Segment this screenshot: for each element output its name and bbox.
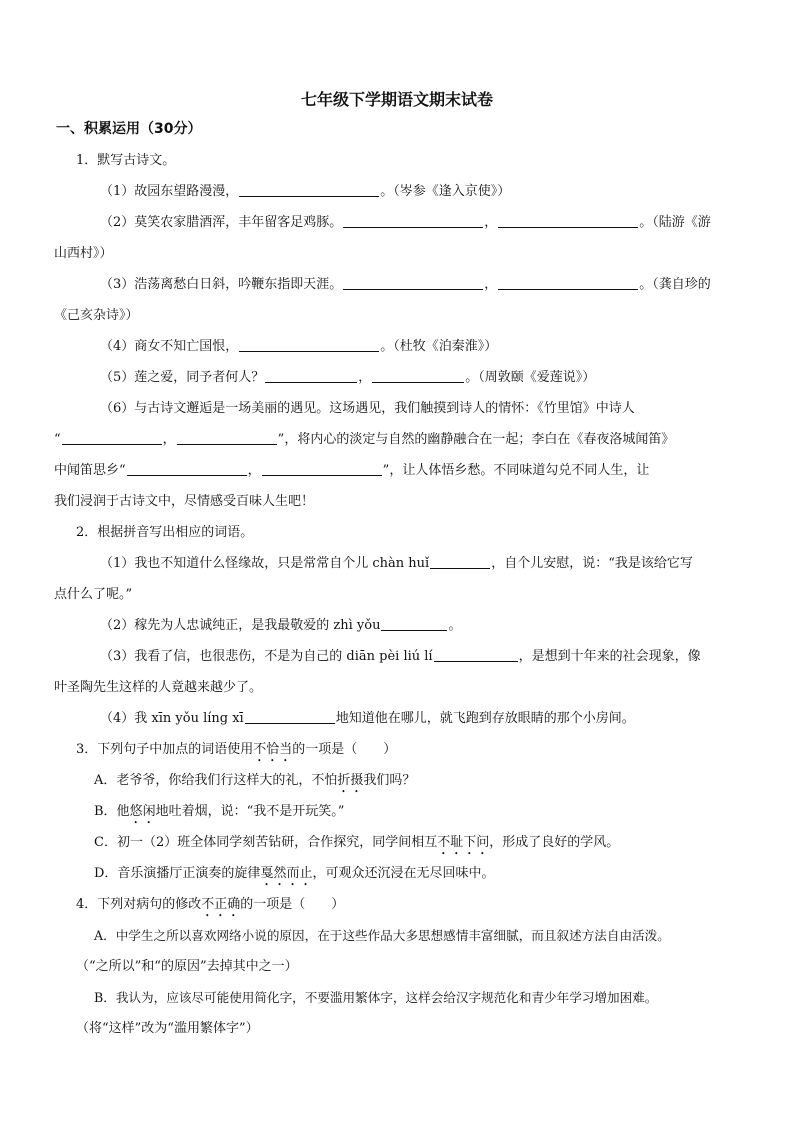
answer-blank[interactable]: [343, 275, 483, 290]
text: 。（龚自珍的: [639, 277, 711, 292]
text: ，形成了良好的学风。: [489, 835, 620, 850]
section-heading: 一、积累运用（30分）: [56, 121, 202, 137]
text: 。（杜牧《泊秦淮》）: [380, 339, 498, 354]
text: 地吐着烟，说：“我不是开玩笑。”: [155, 804, 345, 819]
q4-option-a[interactable]: A．中学生之所以喜欢网络小说的原因，在于这些作品大多思想感情丰富细腻，而且叙述方法自由活泼。: [94, 928, 670, 943]
text: 地知道他在哪儿，就飞跑到存放眼睛的那个小房间。: [335, 711, 635, 726]
text: 。（陆游《游: [639, 215, 711, 230]
q1-item-6-line4: 我们浸润于古诗文中，尽情感受百味人生吧！: [54, 494, 315, 509]
answer-blank[interactable]: [127, 461, 247, 476]
text: （4）商女不知亡国恨，: [100, 339, 239, 354]
q1-item-1: [78, 176, 746, 207]
text: （3）我看了信，也很悲伤，不是为自己的 diān pèi liú lí: [100, 649, 433, 664]
q1-item-3-cont: 《己亥杂诗》）: [54, 308, 139, 323]
answer-blank[interactable]: [498, 213, 638, 228]
page-title: 七年级下学期语文期末试卷: [300, 90, 493, 109]
q3-option-b[interactable]: [78, 796, 746, 827]
text: （1）我也不知道什么怪缘故，只是常常自个儿 chàn huǐ: [100, 556, 430, 571]
text: A．老爷爷，你给我们行这样大的礼，不怕: [94, 773, 338, 788]
emphasis-text: 悠闲: [129, 804, 156, 819]
answer-blank[interactable]: [430, 554, 490, 569]
answer-blank[interactable]: [262, 461, 382, 476]
text: （2）稼先为人忠诚纯正，是我最敬爱的 zhì yǒu: [100, 618, 381, 633]
text: B．他: [94, 804, 130, 819]
q1-item-3: [78, 269, 746, 300]
emphasis-text: 不耻下问: [437, 835, 490, 850]
text: 。（岑参《逢入京使》）: [380, 184, 511, 199]
text: ”，将内心的淡定与自然的幽静融合在一起；李白在《春夜洛城闻笛》: [277, 432, 675, 447]
q3-option-c[interactable]: [78, 827, 746, 858]
q3-option-d[interactable]: [78, 858, 746, 889]
q2-item-1-cont: 点什么了呢。”: [54, 587, 133, 602]
text: C．初一（2）班全体同学刻苦钻研，合作探究，同学间相互: [94, 835, 438, 850]
text: ，自个儿安慰，说：“我是该给它写: [491, 556, 693, 571]
exam-content: [54, 145, 746, 1044]
answer-blank[interactable]: [245, 709, 335, 724]
answer-blank[interactable]: [498, 275, 638, 290]
question-3-head: [76, 734, 746, 765]
text: 4．下列对病句的修改: [76, 897, 202, 912]
q4-option-a-note: （“之所以”和“的原因”去掉其中之一）: [76, 959, 298, 974]
answer-blank[interactable]: [381, 616, 447, 631]
text: 的一项是（ ）: [292, 742, 397, 757]
text: D．音乐演播厅正演奏的旋律: [94, 866, 261, 881]
answer-blank[interactable]: [372, 368, 464, 383]
text: （5）莲之爱，同予者何人？: [100, 370, 265, 385]
text: （3）浩荡离愁白日斜，吟鞭东指即天涯。: [100, 277, 343, 292]
text: ，: [484, 215, 498, 230]
question-1-head: 1．默写古诗文。: [76, 153, 176, 168]
text: ，: [358, 370, 372, 385]
emphasis-text: 折摄: [337, 773, 364, 788]
question-2-head: 2．根据拼音写出相应的词语。: [76, 525, 254, 540]
answer-blank[interactable]: [265, 368, 357, 383]
text: ，是想到十年来的社会现象，像: [518, 649, 701, 664]
emphasis-text: 不正确: [201, 897, 241, 912]
text: ，: [162, 432, 176, 447]
text: ”，让人体悟乡愁。不同味道勾兑不同人生，让: [382, 463, 650, 478]
answer-blank[interactable]: [239, 182, 379, 197]
answer-blank[interactable]: [177, 430, 277, 445]
text: （1）故园东望路漫漫，: [100, 184, 239, 199]
answer-blank[interactable]: [343, 213, 483, 228]
text: “: [54, 432, 61, 447]
q2-item-4: [78, 703, 746, 734]
text: ，: [484, 277, 498, 292]
q1-item-6: （6）与古诗文邂逅是一场美丽的遇见。这场遇见，我们触摸到诗人的情怀：《竹里馆》中诗人: [100, 401, 635, 416]
question-4-head: [76, 889, 746, 920]
q4-option-b[interactable]: B．我认为，应该尽可能使用简化字，不要滥用繁体字，这样会给汉字规范化和青少年学习增加困难。: [94, 990, 658, 1005]
q4-option-b-note: （将“这样”改为“滥用繁体字”）: [76, 1021, 259, 1036]
text: 。（周敦颐《爱莲说》）: [465, 370, 596, 385]
text: （4）我 xīn yǒu líng xī: [100, 711, 244, 726]
text: 的一项是（ ）: [240, 897, 345, 912]
q1-item-2-cont: 山西村》）: [54, 246, 113, 261]
q1-item-2: [78, 207, 746, 238]
q1-item-4: [78, 331, 746, 362]
q3-option-a[interactable]: [78, 765, 746, 796]
answer-blank[interactable]: [62, 430, 162, 445]
q2-item-2: [78, 610, 746, 641]
text: （2）莫笑农家腊酒浑，丰年留客足鸡豚。: [100, 215, 343, 230]
emphasis-text: 不恰当: [253, 742, 293, 757]
text: 中闻笛思乡“: [54, 463, 126, 478]
q2-item-1: [78, 548, 746, 579]
q1-item-5: [78, 362, 746, 393]
answer-blank[interactable]: [239, 337, 379, 352]
text: 我们吗？: [363, 773, 416, 788]
text: 。: [448, 618, 462, 633]
answer-blank[interactable]: [434, 647, 518, 662]
text: ，: [247, 463, 261, 478]
q2-item-3: [78, 641, 746, 672]
text: 3．下列句子中加点的词语使用: [76, 742, 254, 757]
q1-item-6-line2: [54, 424, 746, 455]
emphasis-text: 戛然而止: [260, 866, 313, 881]
text: ，可观众还沉浸在无尽回味中。: [312, 866, 495, 881]
q2-item-3-cont: 叶圣陶先生这样的人竟越来越少了。: [54, 680, 263, 695]
q1-item-6-line3: [54, 455, 746, 486]
